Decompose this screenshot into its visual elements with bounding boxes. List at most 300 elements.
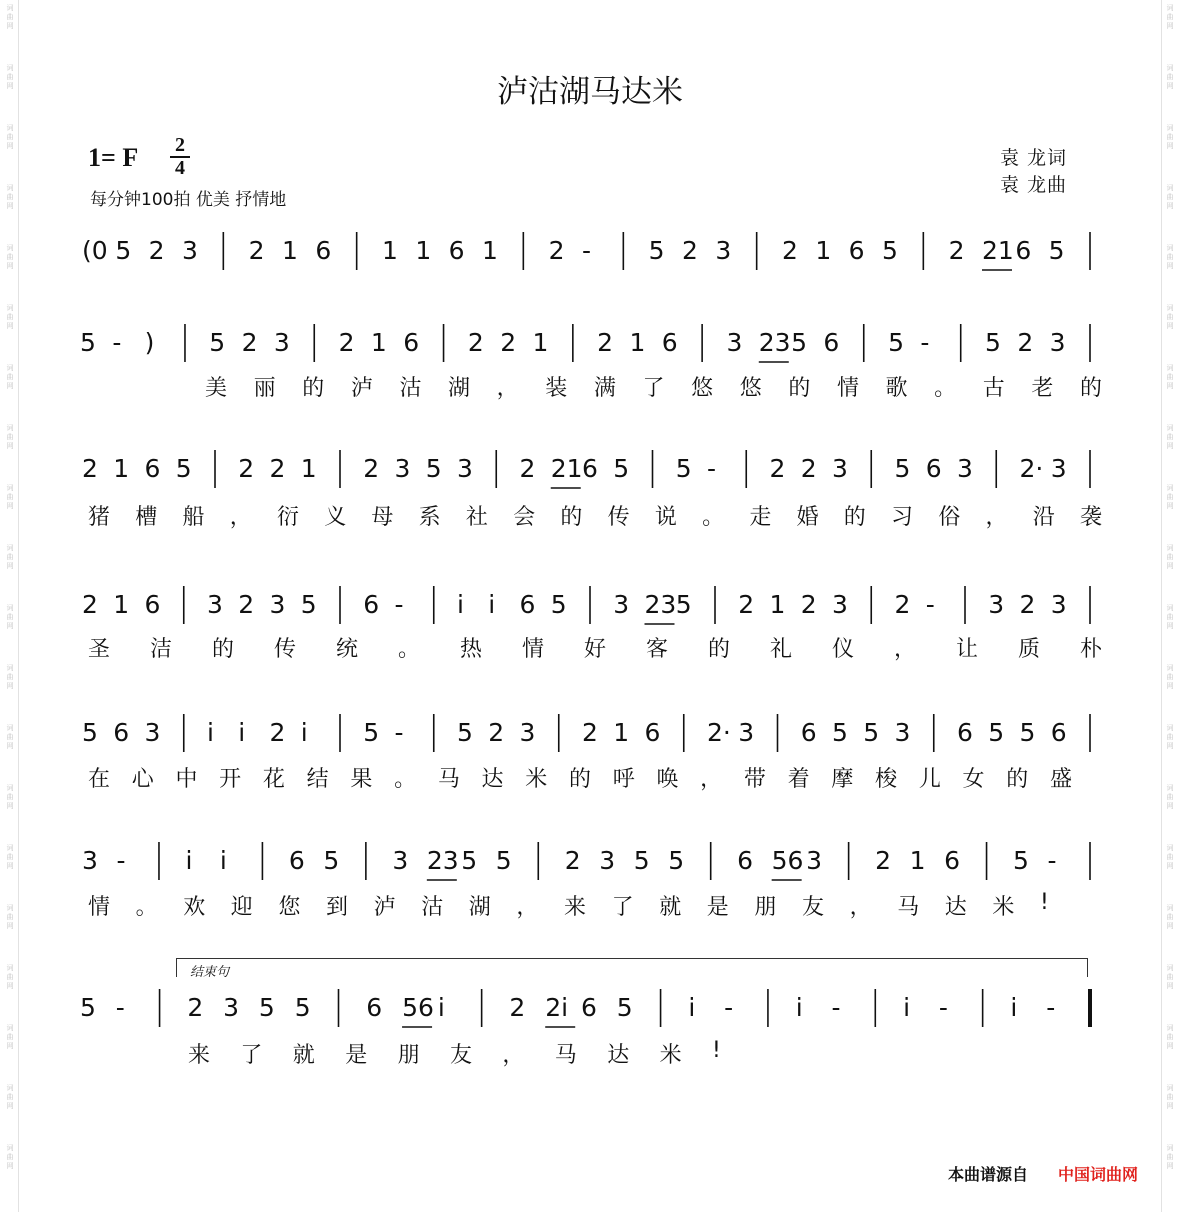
watermark-text: 词 曲 网	[1166, 244, 1174, 270]
lyric-char: 呼	[612, 767, 635, 792]
lyric-char: 社	[465, 505, 488, 530]
watermark-text: 词 曲 网	[6, 604, 14, 630]
note-token: 3	[207, 590, 223, 619]
lyric-char: 达	[481, 767, 504, 792]
lyric-char: 会	[513, 505, 536, 530]
lyric-char: 了	[240, 1043, 263, 1068]
lyric-char: 达	[944, 895, 967, 920]
note-token: i	[238, 718, 246, 747]
note-token: 2	[363, 454, 380, 483]
note-token: 6	[403, 328, 420, 357]
note-token: 5	[82, 718, 98, 747]
lyric-char: 就	[292, 1043, 315, 1068]
note-token: 1	[282, 236, 298, 265]
note-token: 2i	[545, 993, 569, 1022]
lyric-char: 老	[1031, 376, 1054, 401]
note-token: 3	[806, 846, 823, 875]
note-token: 6	[823, 328, 840, 357]
watermark-text: 词 曲 网	[1166, 1144, 1174, 1170]
watermark-text: 词 曲 网	[6, 244, 14, 270]
watermark-text: 词 曲 网	[1166, 1084, 1174, 1110]
note-token: -	[920, 328, 930, 357]
lyric-char: 传	[607, 505, 630, 530]
note-token: 3	[519, 718, 536, 747]
watermark-text: 词 曲 网	[6, 784, 14, 810]
lyric-char: 的	[212, 637, 235, 662]
note-token: 3	[273, 328, 290, 357]
note-token: 1	[909, 846, 926, 875]
note-token: 5	[882, 236, 898, 265]
watermark-text: 词 曲 网	[1166, 544, 1174, 570]
lyric-char: 的	[560, 505, 583, 530]
lyric-char: 情	[836, 376, 859, 401]
note-token: -	[1046, 993, 1056, 1022]
note-token: 3	[832, 454, 848, 483]
lyric-char: 丽	[253, 376, 276, 401]
watermark-text: 词 曲 网	[1166, 664, 1174, 690]
lyric-char: 统	[336, 637, 359, 662]
note-token: 6	[448, 236, 465, 265]
lyric-char: 习	[891, 505, 914, 530]
note-token: 3	[457, 454, 473, 483]
note-token: 3	[1050, 454, 1067, 483]
note-token: 1	[415, 236, 432, 265]
note-token: 23	[644, 590, 677, 619]
lyric-char: 心	[131, 767, 154, 792]
note-token: 5	[988, 718, 1005, 747]
note-token: 3	[715, 236, 732, 265]
watermark-text: 词 曲 网	[1166, 904, 1174, 930]
note-token: 2·	[707, 718, 731, 747]
note-token: i	[903, 993, 911, 1022]
lyric-char: 花	[262, 767, 285, 792]
watermark-text: 词 曲 网	[1166, 784, 1174, 810]
lyric-char: 婚	[796, 505, 819, 530]
lyric-char: 开	[219, 767, 242, 792]
watermark-text: 词 曲 网	[6, 904, 14, 930]
lyric-char: 结	[306, 767, 329, 792]
note-token: 5	[648, 236, 665, 265]
lyric-char: 梭	[875, 767, 898, 792]
note-token: 2	[509, 993, 526, 1022]
note-token: 2	[187, 993, 204, 1022]
lyric-char: 泸	[350, 376, 373, 401]
note-token: 6	[144, 454, 161, 483]
lyric-char: 的	[302, 376, 325, 401]
note-token: 5	[633, 846, 650, 875]
lyric-char: 袭	[1080, 505, 1103, 530]
note-token: 5	[985, 328, 1001, 357]
note-token: 2	[269, 454, 286, 483]
note-token: 2	[682, 236, 698, 265]
note-token: 2	[148, 236, 165, 265]
note-token: 2·	[1019, 454, 1044, 483]
note-token: 5	[425, 454, 442, 483]
lyric-char: 了	[611, 895, 634, 920]
note-token: 3	[832, 590, 848, 619]
lyric-char: 朋	[397, 1043, 420, 1068]
note-token: 2	[467, 328, 484, 357]
watermark-text: 词 曲 网	[6, 1084, 14, 1110]
lyric-char: 。	[934, 376, 957, 401]
lyric-char: 俗	[938, 505, 961, 530]
lyric-char: 朋	[754, 895, 777, 920]
lyric-char: 湖	[448, 376, 471, 401]
note-token: i	[207, 718, 214, 747]
song-title: 泸沽湖马达米	[497, 74, 683, 110]
note-token: 3	[988, 590, 1005, 619]
lyric-char: ，	[985, 505, 1008, 530]
lyric-char: 。	[135, 895, 158, 920]
note-token: 3	[144, 718, 161, 747]
note-token: 2	[488, 718, 505, 747]
lyric-char: 友	[450, 1043, 473, 1068]
note-token: 5	[1019, 718, 1036, 747]
tempo-marking: 每分钟100拍 优美 抒情地	[90, 190, 287, 210]
note-token: 6	[144, 590, 161, 619]
note-token: -	[582, 236, 592, 265]
lyric-char: 米	[992, 895, 1015, 920]
lyric-char: 您	[278, 895, 301, 920]
note-token: 6	[644, 718, 661, 747]
note-token: 2	[800, 454, 817, 483]
time-signature-bottom: 4	[175, 157, 185, 179]
note-token: -	[938, 993, 948, 1022]
lyric-char: 好	[584, 637, 607, 662]
lyric-char: 湖	[468, 895, 491, 920]
lyric-char: 猪	[88, 505, 111, 530]
note-token: -	[112, 328, 122, 357]
lyric-char: ，	[502, 1043, 525, 1068]
note-token: -	[394, 718, 404, 747]
note-token: 3	[957, 454, 973, 483]
lyric-char: 是	[706, 895, 729, 920]
note-token: 2	[1019, 590, 1036, 619]
lyric-char: 达	[607, 1043, 630, 1068]
lyric-char: 的	[843, 505, 866, 530]
note-token: 5	[675, 454, 692, 483]
note-token: 21	[982, 236, 1014, 265]
note-token: )	[144, 328, 155, 357]
note-token: 2	[564, 846, 581, 875]
lyricist-credit: 袁 龙词	[1000, 147, 1068, 169]
lyric-char: 的	[788, 376, 811, 401]
lyric-char: !	[1040, 890, 1049, 915]
note-token: 5	[791, 328, 807, 357]
note-token: 6	[1050, 718, 1067, 747]
note-token: 3	[1049, 328, 1066, 357]
lyric-char: 的	[1006, 767, 1029, 792]
lyric-char: 衍	[276, 505, 299, 530]
source-label: 本曲谱源自	[948, 1165, 1029, 1184]
note-token: 2	[548, 236, 565, 265]
watermark-text: 词 曲 网	[6, 124, 14, 150]
note-token: 5	[294, 993, 311, 1022]
lyric-char: 泸	[373, 895, 396, 920]
note-token: 6	[113, 718, 130, 747]
lyric-char: 母	[371, 505, 394, 530]
note-token: 2	[519, 454, 536, 483]
lyric-char: 摩	[831, 767, 854, 792]
lyric-char: 情	[88, 895, 111, 920]
note-token: 1	[769, 590, 786, 619]
note-token: 5	[668, 846, 685, 875]
note-token: 3	[613, 590, 630, 619]
note-token: i	[185, 846, 193, 875]
note-token: 1	[370, 328, 387, 357]
note-token: 3	[738, 718, 755, 747]
lyric-char: 的	[1080, 376, 1103, 401]
note-token: 6	[1015, 236, 1032, 265]
watermark-text: 词 曲 网	[6, 664, 14, 690]
note-token: 6	[661, 328, 678, 357]
note-token: -	[831, 993, 841, 1022]
note-token: 5	[175, 454, 192, 483]
lyric-char: 仪	[832, 637, 855, 662]
lyric-char: 来	[188, 1043, 211, 1068]
note-token: 56	[402, 993, 434, 1022]
lyric-char: 质	[1018, 637, 1041, 662]
note-token: 2	[769, 454, 786, 483]
note-token: 5	[550, 590, 567, 619]
note-token: 2	[948, 236, 965, 265]
watermark-text: 词 曲 网	[6, 484, 14, 510]
watermark-text: 词 曲 网	[6, 964, 14, 990]
lyric-char: 装	[545, 376, 568, 401]
note-token: 21	[550, 454, 583, 483]
note-token: 5	[613, 454, 630, 483]
lyric-char: 沽	[399, 376, 422, 401]
note-token: 5	[80, 328, 96, 357]
note-token: i	[300, 718, 308, 747]
lyric-char: 古	[982, 376, 1005, 401]
note-token: 6	[366, 993, 383, 1022]
note-token: 5	[675, 590, 692, 619]
key-signature: 1= F	[88, 143, 139, 172]
lyric-char: ，	[496, 376, 519, 401]
watermark-text: 词 曲 网	[6, 64, 14, 90]
watermark-text: 词 曲 网	[6, 304, 14, 330]
lyric-char: 中	[175, 767, 198, 792]
note-token: 5	[115, 236, 132, 265]
note-token: 1	[532, 328, 549, 357]
lyric-char: 唤	[656, 767, 679, 792]
lyric-char: ，	[516, 895, 539, 920]
lyric-char: 槽	[135, 505, 158, 530]
lyric-char: ，	[229, 505, 252, 530]
note-token: 6	[288, 846, 305, 875]
watermark-text: 词 曲 网	[6, 1144, 14, 1170]
note-token: 5	[323, 846, 340, 875]
note-token: i	[437, 993, 445, 1022]
lyric-char: 米	[525, 767, 548, 792]
note-token: 3	[726, 328, 743, 357]
watermark-text: 词 曲 网	[6, 1024, 14, 1050]
lyric-char: 欢	[183, 895, 206, 920]
note-token: 6	[519, 590, 536, 619]
note-token: 6	[925, 454, 942, 483]
note-token: 6	[581, 993, 597, 1022]
lyric-char: 的	[569, 767, 592, 792]
source-site: 中国词曲网	[1058, 1165, 1139, 1184]
note-token: 5	[616, 993, 633, 1022]
note-token: 5	[832, 718, 848, 747]
note-token: i	[688, 993, 696, 1022]
note-token: 2	[894, 590, 911, 619]
lyric-char: 米	[659, 1043, 682, 1068]
lyric-char: 是	[345, 1043, 368, 1068]
lyric-char: 迎	[230, 895, 253, 920]
note-token: 5	[300, 590, 317, 619]
watermark-text: 词 曲 网	[1166, 1024, 1174, 1050]
lyric-char: 朴	[1080, 637, 1103, 662]
lyric-char: 热	[460, 637, 483, 662]
watermark-text: 词 曲 网	[6, 4, 14, 30]
note-token: 6	[582, 454, 598, 483]
lyric-char: 儿	[918, 767, 941, 792]
lyric-char: 说	[654, 505, 677, 530]
note-token: 2	[241, 328, 258, 357]
note-token: 1	[482, 236, 498, 265]
watermark-text: 词 曲 网	[1166, 484, 1174, 510]
note-token: 5	[495, 846, 512, 875]
lyric-char: 悠	[739, 376, 762, 401]
lyric-char: 盛	[1050, 767, 1073, 792]
note-token: 1	[382, 236, 398, 265]
note-token: 5	[894, 454, 911, 483]
lyric-char: 美	[205, 376, 228, 401]
note-token: 5	[888, 328, 904, 357]
lyric-char: 带	[743, 767, 766, 792]
watermark-text: 词 曲 网	[6, 184, 14, 210]
note-token: 5	[80, 993, 96, 1022]
note-token: 6	[957, 718, 973, 747]
note-token: 3	[82, 846, 98, 875]
note-token: 2	[782, 236, 798, 265]
lyric-char: 。	[398, 637, 421, 662]
watermark-text: 词 曲 网	[1166, 844, 1174, 870]
note-token: 1	[113, 590, 130, 619]
note-token: -	[724, 993, 734, 1022]
lyric-char: 船	[182, 505, 205, 530]
note-token: 23	[426, 846, 459, 875]
lyric-char: 系	[418, 505, 441, 530]
lyric-char: 了	[642, 376, 665, 401]
note-token: i	[457, 590, 464, 619]
lyric-char: 马	[437, 767, 460, 792]
note-token: 1	[815, 236, 832, 265]
note-token: -	[116, 846, 126, 875]
lyric-char: !	[712, 1038, 721, 1063]
note-token: 2	[82, 590, 98, 619]
note-token: 2	[238, 454, 255, 483]
note-token: i	[488, 590, 496, 619]
note-token: 5	[1013, 846, 1029, 875]
note-token: 3	[269, 590, 286, 619]
lyric-char: 客	[646, 637, 669, 662]
note-token: i	[1010, 993, 1018, 1022]
lyric-char: 歌	[885, 376, 908, 401]
note-token: 3	[894, 718, 911, 747]
lyric-char: 沽	[421, 895, 444, 920]
note-token: 6	[363, 590, 380, 619]
lyric-char: 到	[326, 895, 349, 920]
lyric-char: 礼	[770, 637, 793, 662]
watermark-text: 词 曲 网	[6, 364, 14, 390]
watermark-text: 词 曲 网	[6, 424, 14, 450]
lyric-char: ，	[894, 637, 917, 662]
note-token: 6	[315, 236, 332, 265]
note-token: 5	[363, 718, 380, 747]
watermark-text: 词 曲 网	[1166, 304, 1174, 330]
note-token: 3	[223, 993, 240, 1022]
lyric-char: 马	[897, 895, 920, 920]
note-token: 1	[113, 454, 130, 483]
note-token: 2	[800, 590, 817, 619]
watermark-text: 词 曲 网	[6, 724, 14, 750]
watermark-text: 词 曲 网	[1166, 184, 1174, 210]
note-token: 6	[800, 718, 817, 747]
lyric-char: 友	[802, 895, 825, 920]
lyric-char: 满	[593, 376, 616, 401]
note-token: 23	[758, 328, 791, 357]
lyric-char: ，	[849, 895, 872, 920]
note-token: -	[707, 454, 717, 483]
note-token: 5	[258, 993, 275, 1022]
note-token: 2	[597, 328, 614, 357]
note-token: 6	[737, 846, 754, 875]
note-token: 2	[1017, 328, 1034, 357]
note-token: -	[1047, 846, 1057, 875]
lyric-char: 的	[708, 637, 731, 662]
note-token: 2	[248, 236, 265, 265]
watermark-text: 词 曲 网	[1166, 364, 1174, 390]
note-token: 3	[599, 846, 616, 875]
ending-label: 结束句	[190, 965, 230, 980]
note-token: 6	[944, 846, 960, 875]
note-token: 2	[269, 718, 286, 747]
note-token: 5	[457, 718, 473, 747]
note-token: 1	[629, 328, 646, 357]
lyric-char: 。	[394, 767, 417, 792]
composer-credit: 袁 龙曲	[1000, 174, 1068, 196]
note-token: 1	[300, 454, 317, 483]
note-token: 2	[738, 590, 755, 619]
note-token: 3	[182, 236, 198, 265]
note-token: 2	[875, 846, 891, 875]
watermark-text: 词 曲 网	[1166, 604, 1174, 630]
note-token: 3	[394, 454, 411, 483]
watermark-text: 词 曲 网	[1166, 424, 1174, 450]
lyric-char: 让	[956, 637, 979, 662]
lyric-char: 义	[324, 505, 347, 530]
lyric-char: 传	[274, 637, 297, 662]
note-token: 5	[863, 718, 880, 747]
lyric-char: ，	[700, 767, 723, 792]
lyric-char: 就	[659, 895, 682, 920]
note-token: 2	[338, 328, 355, 357]
note-token: 6	[848, 236, 865, 265]
watermark-text: 词 曲 网	[6, 544, 14, 570]
note-token: (0	[82, 236, 108, 265]
lyric-char: 马	[554, 1043, 577, 1068]
note-token: 5	[209, 328, 226, 357]
lyric-char: 着	[787, 767, 810, 792]
lyric-char: 情	[522, 637, 545, 662]
lyric-char: 。	[702, 505, 725, 530]
note-token: 56	[771, 846, 804, 875]
lyric-char: 果	[350, 767, 373, 792]
